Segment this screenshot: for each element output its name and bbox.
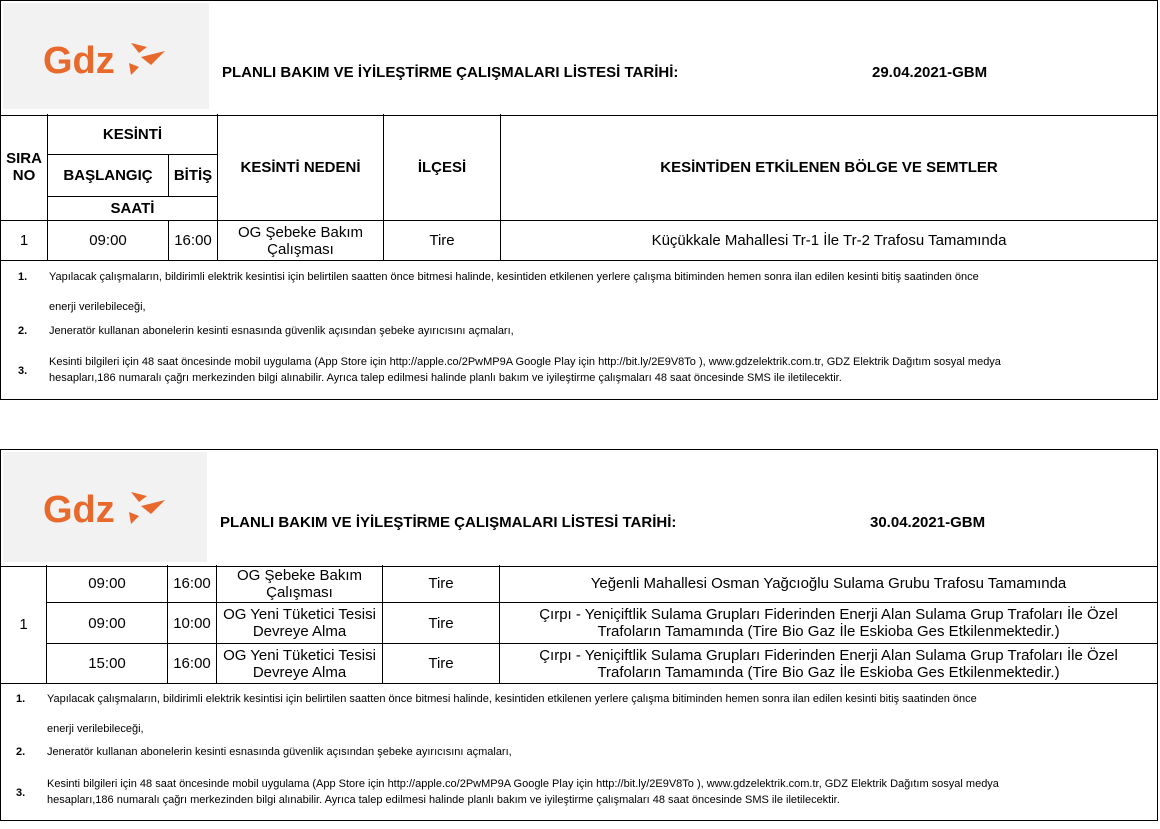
note-number: 2.: [18, 325, 28, 337]
svg-text:Gdz: Gdz: [43, 489, 115, 531]
note-number: 1.: [16, 693, 26, 705]
row-bolge: Çırpı - Yeniçiftlik Sulama Grupları Fiderinden Enerji Alan Sulama Grup Trafoları İle Özel Trafoların Tamamında (Tire Bio Gaz İle Eskioba Ges Etkilenmektedir.): [500, 603, 1158, 644]
note-text: Kesinti bilgileri için 48 saat öncesinde mobil uygulama (App Store için http://apple.co/2PwMP9A Google Play için http://bit.ly/2E9V8To ), www.gdzelektrik.com.tr, GDZ Elektrik Dağıtım sosyal medya: [47, 778, 999, 790]
note-text: hesapları,186 numaralı çağrı merkezinden bilgi alınabilir. Ayrıca talep edilmesi halinde planlı bakım ve iyileştirme çalışmaları 48 saat öncesinde SMS ile iletilecektir.: [49, 372, 842, 384]
row-neden: OG Şebeke Bakım Çalışması: [217, 565, 383, 603]
row-ilce: Tire: [383, 565, 500, 603]
note-text: Kesinti bilgileri için 48 saat öncesinde mobil uygulama (App Store için http://apple.co/2PwMP9A Google Play için http://bit.ly/2E9V8To ), www.gdzelektrik.com.tr, GDZ Elektrik Dağıtım sosyal medya: [49, 356, 1001, 368]
document-header: [1, 450, 1157, 567]
note-text: enerji verilebileceği,: [47, 723, 144, 735]
row-neden: OG Yeni Tüketici Tesisi Devreye Alma: [217, 603, 383, 644]
logo-area: [3, 452, 207, 562]
row-sira: 1: [0, 221, 48, 261]
note-number: 3.: [18, 365, 28, 377]
gdz-logo: [43, 486, 173, 532]
document-date: 29.04.2021-GBM: [872, 64, 988, 81]
row-sira: 1: [0, 565, 47, 684]
row-bolge: Çırpı - Yeniçiftlik Sulama Grupları Fiderinden Enerji Alan Sulama Grup Trafoları İle Özel Trafoların Tamamında (Tire Bio Gaz İle Eskioba Ges Etkilenmektedir.): [500, 644, 1158, 684]
header-bitis: BİTİŞ: [169, 155, 218, 197]
note-text: Jeneratör kullanan abonelerin kesinti esnasında güvenlik açısından şebeke ayırıcısını açmaları,: [47, 746, 512, 758]
document-date: 30.04.2021-GBM: [870, 514, 986, 531]
row-ilce: Tire: [384, 221, 501, 261]
header-baslangic: BAŞLANGIÇ: [48, 155, 169, 197]
header-bolgeler: KESİNTİDEN ETKİLENEN BÖLGE VE SEMTLER: [501, 114, 1158, 221]
header-ilcesi: İLÇESİ: [384, 114, 501, 221]
header-sira-no: SIRA NO: [0, 114, 48, 221]
note-text: Yapılacak çalışmaların, bildirimli elektrik kesintisi için belirtilen saatten önce bitmesi halinde, kesintiden etkilenen yerlere çalışma bitiminden hemen sonra ilan edilen kesinti bitiş saatinden önce: [49, 271, 979, 283]
row-ilce: Tire: [383, 644, 500, 684]
header-kesinti-nedeni: KESİNTİ NEDENİ: [218, 114, 384, 221]
note-number: 1.: [18, 271, 28, 283]
document-title: PLANLI BAKIM VE İYİLEŞTİRME ÇALIŞMALARI LİSTESİ TARİHİ:: [222, 64, 679, 81]
row-bitis: 16:00: [168, 644, 217, 684]
row-baslangic: 09:00: [48, 221, 169, 261]
row-baslangic: 09:00: [47, 565, 168, 603]
row-bitis: 16:00: [169, 221, 218, 261]
header-kesinti: KESİNTİ: [48, 114, 218, 155]
row-bolge: Küçükkale Mahallesi Tr-1 İle Tr-2 Trafosu Tamamında: [501, 221, 1158, 261]
row-bitis: 10:00: [168, 603, 217, 644]
row-baslangic: 09:00: [47, 603, 168, 644]
row-bitis: 16:00: [168, 565, 217, 603]
row-bolge: Yeğenli Mahallesi Osman Yağcıoğlu Sulama Grubu Trafosu Tamamında: [500, 565, 1158, 603]
row-ilce: Tire: [383, 603, 500, 644]
note-text: Yapılacak çalışmaların, bildirimli elektrik kesintisi için belirtilen saatten önce bitmesi halinde, kesintiden etkilenen yerlere çalışma bitiminden hemen sonra ilan edilen kesinti bitiş saatinden önce: [47, 693, 977, 705]
svg-text:Gdz: Gdz: [43, 40, 115, 82]
note-number: 3.: [16, 787, 26, 799]
note-number: 2.: [16, 746, 26, 758]
row-baslangic: 15:00: [47, 644, 168, 684]
logo-area: [3, 3, 209, 109]
note-text: enerji verilebileceği,: [49, 301, 146, 313]
note-text: hesapları,186 numaralı çağrı merkezinden bilgi alınabilir. Ayrıca talep edilmesi halinde planlı bakım ve iyileştirme çalışmaları 48 saat öncesinde SMS ile iletilecektir.: [47, 794, 840, 806]
note-text: Jeneratör kullanan abonelerin kesinti esnasında güvenlik açısından şebeke ayırıcısını açmaları,: [49, 325, 514, 337]
row-neden: OG Şebeke Bakım Çalışması: [218, 221, 384, 261]
document-header: [1, 1, 1157, 116]
gdz-logo: [43, 37, 173, 83]
header-saati: SAATİ: [48, 197, 218, 221]
row-neden: OG Yeni Tüketici Tesisi Devreye Alma: [217, 644, 383, 684]
document-title: PLANLI BAKIM VE İYİLEŞTİRME ÇALIŞMALARI LİSTESİ TARİHİ:: [220, 514, 677, 531]
